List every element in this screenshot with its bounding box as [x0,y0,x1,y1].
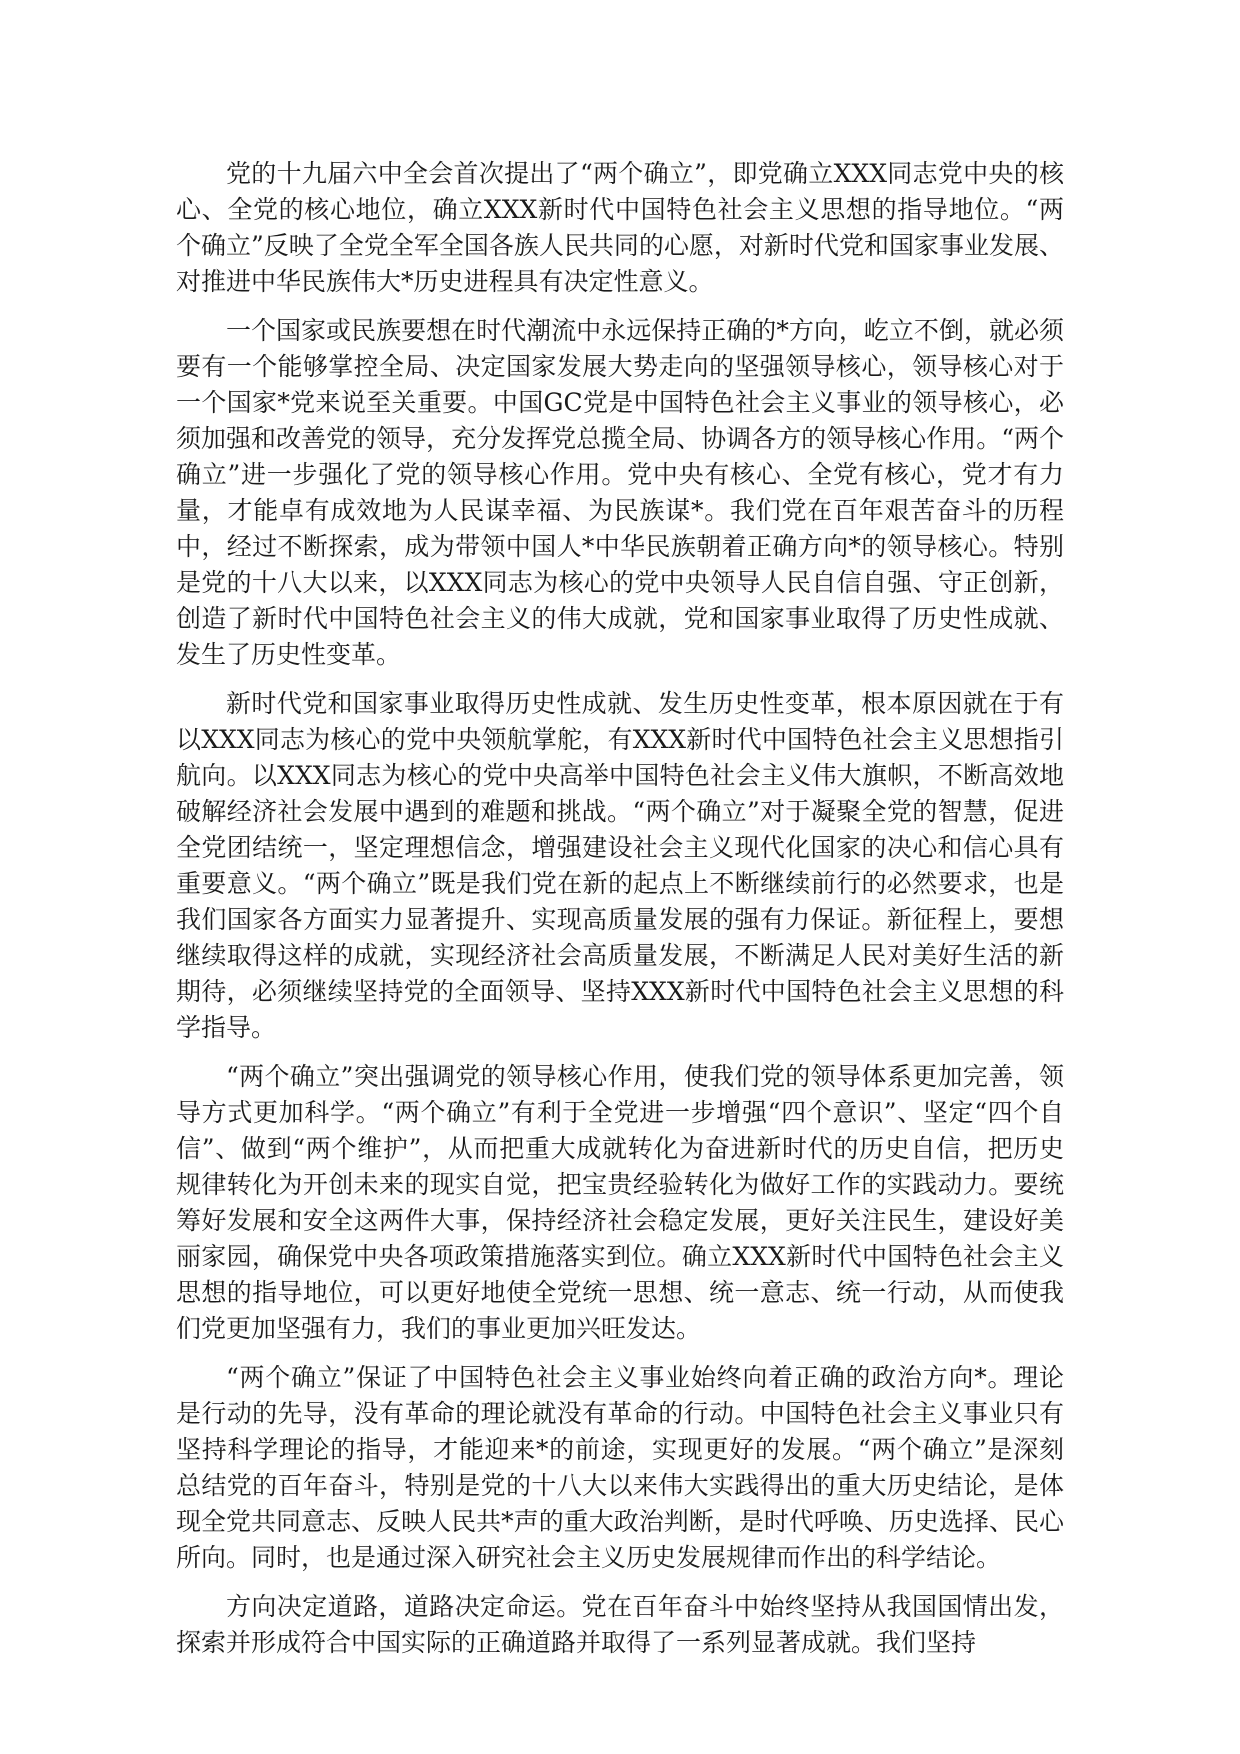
paragraph-4: “两个确立”突出强调党的领导核心作用，使我们党的领导体系更加完善，领导方式更加科学。“两个确立”有利于全党进一步增强“四个意识”、坚定“四个自信”、做到“两个维护”，从而把重大成就转化为奋进新时代的历史自信，把历史规律转化为开创未来的现实自觉，把宝贵经验转化为做好工作的实践动力。要统筹好发展和安全这两件大事，保持经济社会稳定发展，更好关注民生，建设好美丽家园，确保党中央各项政策措施落实到位。确立XXX新时代中国特色社会主义思想的指导地位，可以更好地使全党统一思想、统一意志、统一行动，从而使我们党更加坚强有力，我们的事业更加兴旺发达。 [176,1062,1064,1343]
paragraph-1: 党的十九届六中全会首次提出了“两个确立”，即党确立XXX同志党中央的核心、全党的核心地位，确立XXX新时代中国特色社会主义思想的指导地位。“两个确立”反映了全党全军全国各族人民共同的心愿，对新时代党和国家事业发展、对推进中华民族伟大*历史进程具有决定性意义。 [176,159,1064,296]
paragraph-5: “两个确立”保证了中国特色社会主义事业始终向着正确的政治方向*。理论是行动的先导，没有革命的理论就没有革命的行动。中国特色社会主义事业只有坚持科学理论的指导，才能迎来*的前途，实现更好的发展。“两个确立”是深刻总结党的百年奋斗，特别是党的十八大以来伟大实践得出的重大历史结论，是体现全党共同意志、反映人民共*声的重大政治判断，是时代呼唤、历史选择、民心所向。同时，也是通过深入研究社会主义历史发展规律而作出的科学结论。 [176,1363,1064,1572]
paragraph-2: 一个国家或民族要想在时代潮流中永远保持正确的*方向，屹立不倒，就必须要有一个能够掌控全局、决定国家发展大势走向的坚强领导核心，领导核心对于一个国家*党来说至关重要。中国GC党是中国特色社会主义事业的领导核心，必须加强和改善党的领导，充分发挥党总揽全局、协调各方的领导核心作用。“两个确立”进一步强化了党的领导核心作用。党中央有核心、全党有核心，党才有力量，才能卓有成效地为人民谋幸福、为民族谋*。我们党在百年艰苦奋斗的历程中，经过不断探索，成为带领中国人*中华民族朝着正确方向*的领导核心。特别是党的十八大以来，以XXX同志为核心的党中央领导人民自信自强、守正创新，创造了新时代中国特色社会主义的伟大成就，党和国家事业取得了历史性成就、发生了历史性变革。 [176,316,1064,669]
document-body [176,156,1064,1674]
paragraph-6: 方向决定道路，道路决定命运。党在百年奋斗中始终坚持从我国国情出发，探索并形成符合中国实际的正确道路并取得了一系列显著成就。我们坚持 [176,1592,1064,1657]
paragraph-3: 新时代党和国家事业取得历史性成就、发生历史性变革，根本原因就在于有以XXX同志为核心的党中央领航掌舵，有XXX新时代中国特色社会主义思想指引航向。以XXX同志为核心的党中央高举中国特色社会主义伟大旗帜，不断高效地破解经济社会发展中遇到的难题和挑战。“两个确立”对于凝聚全党的智慧，促进全党团结统一，坚定理想信念，增强建设社会主义现代化国家的决心和信心具有重要意义。“两个确立”既是我们党在新的起点上不断继续前行的必然要求，也是我们国家各方面实力显著提升、实现高质量发展的强有力保证。新征程上，要想继续取得这样的成就，实现经济社会高质量发展，不断满足人民对美好生活的新期待，必须继续坚持党的全面领导、坚持XXX新时代中国特色社会主义思想的科学指导。 [176,689,1064,1042]
